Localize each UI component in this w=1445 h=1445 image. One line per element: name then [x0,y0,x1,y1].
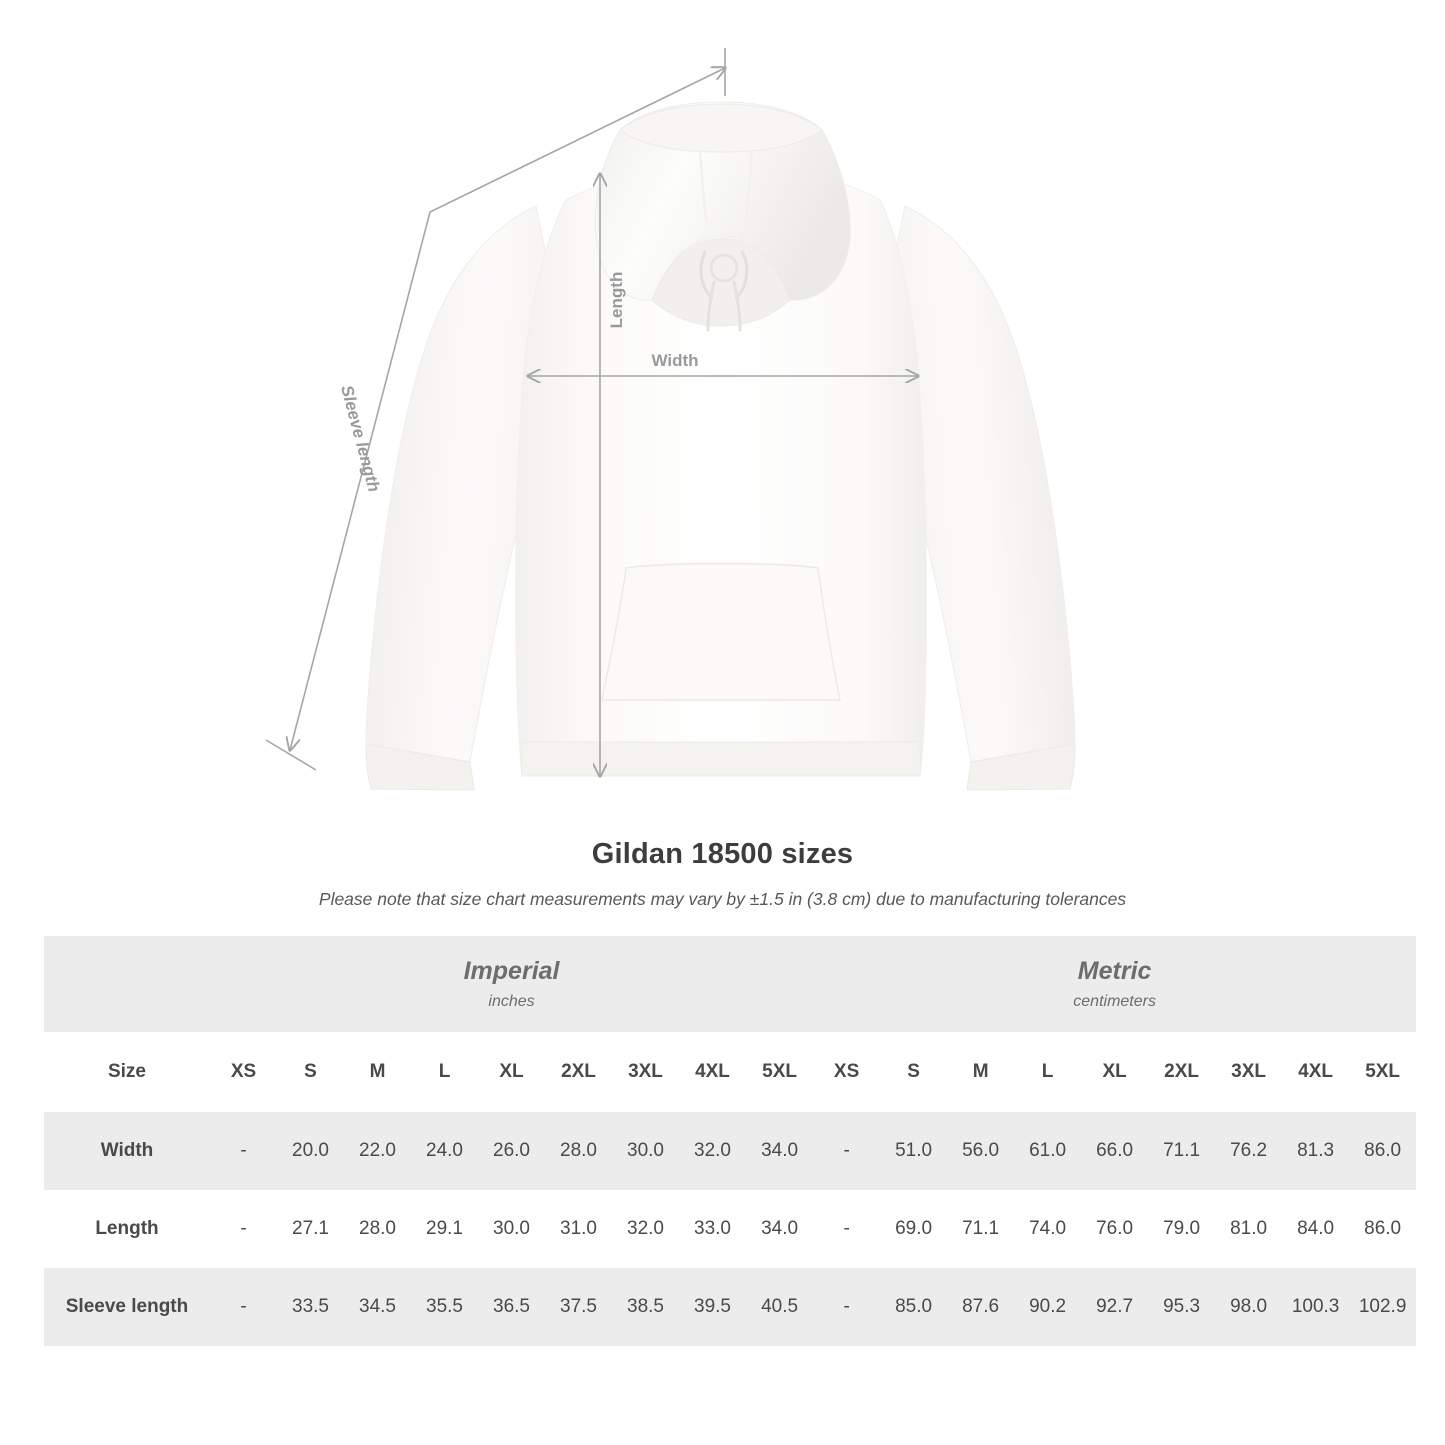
cell: 87.6 [947,1268,1014,1346]
cell: 76.0 [1081,1190,1148,1268]
cell: - [813,1190,880,1268]
title-block [0,838,1445,910]
cell: 34.0 [746,1112,813,1190]
cell: 35.5 [411,1268,478,1346]
cell: 71.1 [947,1190,1014,1268]
units-row [44,936,1416,1032]
cell: 74.0 [1014,1190,1081,1268]
cell: 20.0 [277,1112,344,1190]
cell: 85.0 [880,1268,947,1346]
header-size-metric-3xl: 3XL [1215,1032,1282,1112]
header-size-metric-m: M [947,1032,1014,1112]
label-sleeve-length: Sleeve length [336,383,384,494]
header-size-metric-4xl: 4XL [1282,1032,1349,1112]
header-size-metric-xl: XL [1081,1032,1148,1112]
header-size-imperial-xs: XS [210,1032,277,1112]
header-size-imperial-3xl: 3XL [612,1032,679,1112]
table-row [44,1112,1416,1190]
cell: 81.0 [1215,1190,1282,1268]
unit-metric-name: Metric [1077,957,1152,986]
cell: 37.5 [545,1268,612,1346]
header-size-imperial-xl: XL [478,1032,545,1112]
cell: 26.0 [478,1112,545,1190]
table-row [44,1268,1416,1346]
cell: 51.0 [880,1112,947,1190]
header-size-metric-2xl: 2XL [1148,1032,1215,1112]
cell: 34.0 [746,1190,813,1268]
cell: - [210,1112,277,1190]
header-size-imperial-5xl: 5XL [746,1032,813,1112]
cell: 28.0 [545,1112,612,1190]
cell: 28.0 [344,1190,411,1268]
unit-metric [813,936,1416,1032]
cell: 27.1 [277,1190,344,1268]
cell: 61.0 [1014,1112,1081,1190]
cell: 69.0 [880,1190,947,1268]
hoodie-garment [366,102,1075,790]
tolerance-note: Please note that size chart measurements may vary by ±1.5 in (3.8 cm) due to manufacturing tolerances [318,889,1127,909]
unit-imperial-sub: inches [488,992,535,1010]
cell: 84.0 [1282,1190,1349,1268]
header-row [44,1032,1416,1112]
table-row [44,1190,1416,1268]
label-width: Width [651,351,699,370]
cell: 79.0 [1148,1190,1215,1268]
cell: 31.0 [545,1190,612,1268]
unit-metric-sub: centimeters [1073,992,1156,1010]
cell: 40.5 [746,1268,813,1346]
cell: - [210,1190,277,1268]
row-label-sleeve-length: Sleeve length [44,1268,210,1346]
header-size-imperial-2xl: 2XL [545,1032,612,1112]
cell: 34.5 [344,1268,411,1346]
cell: 38.5 [612,1268,679,1346]
cell: 86.0 [1349,1112,1416,1190]
cell: 29.1 [411,1190,478,1268]
cell: 56.0 [947,1112,1014,1190]
cell: 66.0 [1081,1112,1148,1190]
header-size-metric-5xl: 5XL [1349,1032,1416,1112]
header-size-metric-xs: XS [813,1032,880,1112]
cell: - [813,1112,880,1190]
header-size: Size [44,1032,210,1112]
cell: 39.5 [679,1268,746,1346]
cell: 98.0 [1215,1268,1282,1346]
units-corner [44,936,210,1032]
cell: - [813,1268,880,1346]
cell: 100.3 [1282,1268,1349,1346]
cell: 71.1 [1148,1112,1215,1190]
cell: 92.7 [1081,1268,1148,1346]
header-size-metric-s: S [880,1032,947,1112]
cell: 30.0 [478,1190,545,1268]
label-length: Length [607,271,626,329]
header-size-imperial-m: M [344,1032,411,1112]
page-title: Gildan 18500 sizes [591,838,854,870]
size-table-wrapper [0,936,1445,1346]
cell: 102.9 [1349,1268,1416,1346]
cell: 24.0 [411,1112,478,1190]
cell: 22.0 [344,1112,411,1190]
unit-imperial [210,936,813,1032]
unit-imperial-name: Imperial [463,957,560,986]
header-size-imperial-s: S [277,1032,344,1112]
cell: 81.3 [1282,1112,1349,1190]
header-size-metric-l: L [1014,1032,1081,1112]
cell: 30.0 [612,1112,679,1190]
cell: 95.3 [1148,1268,1215,1346]
cell: - [210,1268,277,1346]
cell: 90.2 [1014,1268,1081,1346]
header-size-imperial-4xl: 4XL [679,1032,746,1112]
cell: 76.2 [1215,1112,1282,1190]
size-table [44,936,1416,1346]
cell: 33.5 [277,1268,344,1346]
header-size-imperial-l: L [411,1032,478,1112]
row-label-length: Length [44,1190,210,1268]
cell: 32.0 [679,1112,746,1190]
cell: 33.0 [679,1190,746,1268]
cell: 32.0 [612,1190,679,1268]
row-label-width: Width [44,1112,210,1190]
cell: 86.0 [1349,1190,1416,1268]
cell: 36.5 [478,1268,545,1346]
